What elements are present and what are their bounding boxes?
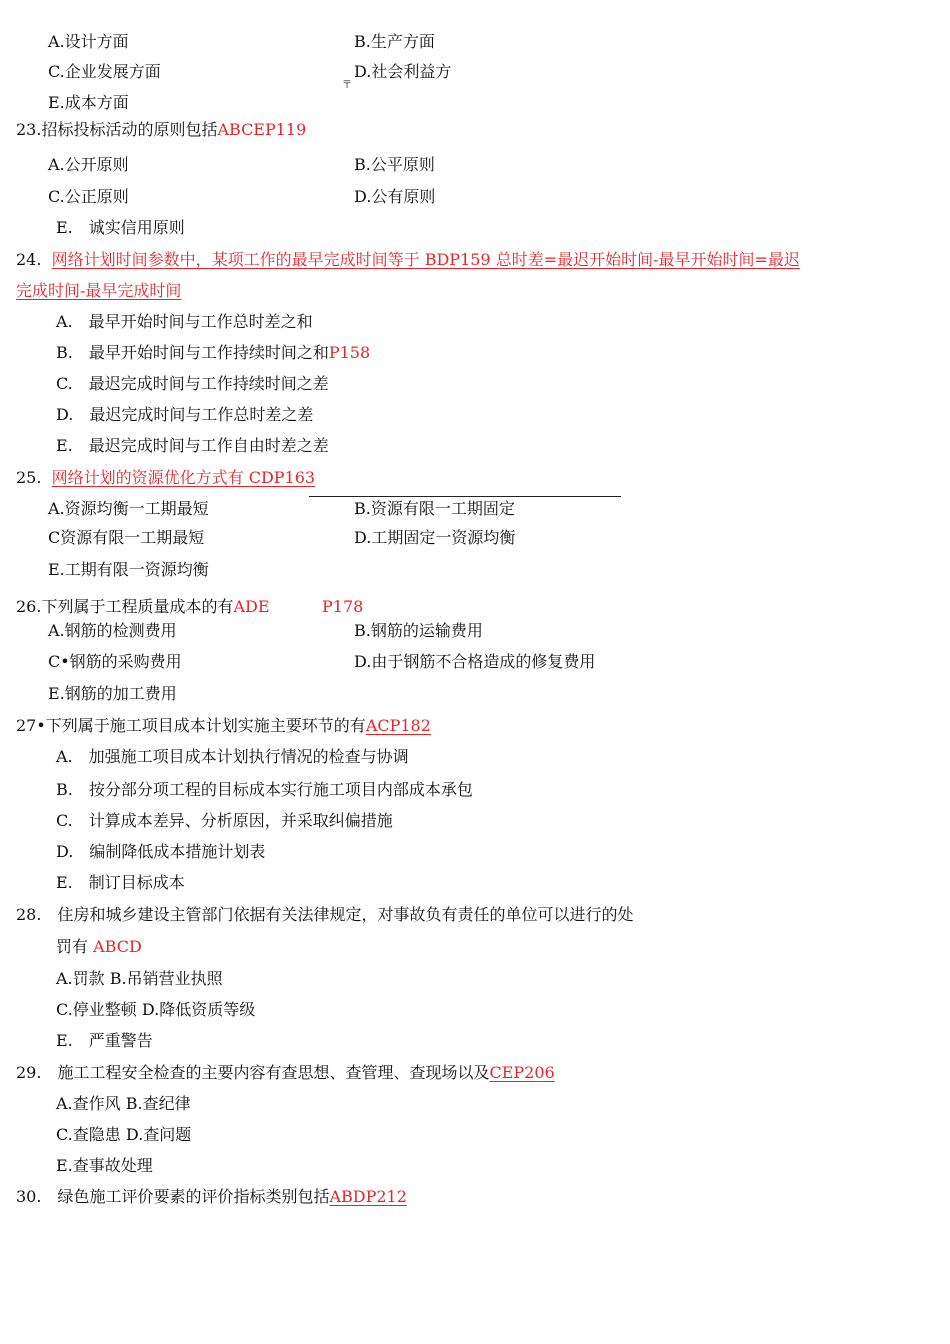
q22-option-d: D.社会利益方 <box>354 62 452 81</box>
q24-stem-line1 <box>16 250 800 270</box>
q28-stem-line1: 28. 住房和城乡建设主管部门依据有关法律规定，对事故负有责任的单位可以进行的处 <box>16 905 634 924</box>
q23-answer: ABCEP119 <box>217 120 307 139</box>
q25-option-d: D.工期固定一资源均衡 <box>354 528 516 547</box>
q28-options-cd: C.停业整顿 D.降低资质等级 <box>56 1000 256 1019</box>
q24-stem-line2: 完成时间-最早完成时间 <box>16 281 182 300</box>
q24-option-b-page: P158 <box>328 343 371 362</box>
q27-option-b: B. 按分部分项工程的目标成本实行施工项目内部成本承包 <box>56 780 473 799</box>
q26-page: P178 <box>322 597 364 616</box>
q23-option-d: D.公有原则 <box>354 187 436 206</box>
q23-stem-text: 23.招标投标活动的原则包括 <box>16 120 218 139</box>
q22-option-e: E.成本方面 <box>48 93 129 112</box>
q29-stem-text: 29. 施工工程安全检查的主要内容有查思想、查管理、查现场以及 <box>16 1063 490 1082</box>
q28-stem-line2 <box>56 937 142 957</box>
q26-stem <box>16 597 270 617</box>
q28-answer: ABCD <box>93 937 142 956</box>
q24-option-a: A. 最早开始时间与工作总时差之和 <box>56 312 313 331</box>
q25-stem-text: 网络计划的资源优化方式有 CDP163 <box>51 468 316 487</box>
q27-stem-text: 27•下列属于施工项目成本计划实施主要环节的有 <box>16 716 366 735</box>
q26-option-b: B.钢筋的运输费用 <box>354 621 483 640</box>
q26-answer: ADE <box>233 597 270 616</box>
q27-option-d: D. 编制降低成本措施计划表 <box>56 842 266 861</box>
q26-option-a: A.钢筋的检测费用 <box>48 621 177 640</box>
q29-option-e: E.查事故处理 <box>56 1156 153 1175</box>
q23-option-a: A.公开原则 <box>48 155 129 174</box>
q23-option-e: E. 诚实信用原则 <box>56 218 185 237</box>
q27-option-e: E. 制订目标成本 <box>56 873 185 892</box>
q25-number: 25. <box>16 468 42 487</box>
q22-option-b: B.生产方面 <box>354 32 435 51</box>
q26-option-d: D.由于钢筋不合格造成的修复费用 <box>354 652 596 671</box>
q22-option-c: C.企业发展方面 <box>48 62 161 81</box>
q28-option-e: E. 严重警告 <box>56 1031 153 1050</box>
q23-option-b: B.公平原则 <box>354 155 435 174</box>
q24-number: 24. <box>16 250 42 269</box>
q29-answer: CEP206 <box>489 1063 555 1082</box>
q24-stem-text: 网络计划时间参数中，某项工作的最早完成时间等于 BDP159 总时差=最迟开始时间-最早开始时间=最迟 <box>51 250 800 269</box>
q25-option-e: E.工期有限一资源均衡 <box>48 560 209 579</box>
q27-stem <box>16 716 431 736</box>
q29-options-ab: A.查作风 B.查纪律 <box>56 1094 191 1113</box>
q30-stem <box>16 1187 407 1207</box>
q24-option-b <box>56 343 370 363</box>
divider-line <box>309 496 621 497</box>
q30-stem-text: 30. 绿色施工评价要素的评价指标类别包括 <box>16 1187 330 1206</box>
q24-option-d: D. 最迟完成时间与工作总时差之差 <box>56 405 314 424</box>
q22-option-a: A.设计方面 <box>48 32 129 51</box>
q27-option-a: A. 加强施工项目成本计划执行情况的检查与协调 <box>56 747 409 766</box>
q23-stem <box>16 120 306 140</box>
q29-options-cd: C.查隐患 D.查问题 <box>56 1125 192 1144</box>
q30-answer: ABDP212 <box>329 1187 407 1206</box>
q28-options-ab: A.罚款 B.吊销营业执照 <box>56 969 223 988</box>
q25-option-c: C资源有限一工期最短 <box>48 528 205 547</box>
q29-stem <box>16 1063 555 1083</box>
stray-mark: 〒 <box>342 80 352 91</box>
q27-option-c: C. 计算成本差异、分析原因，并采取纠偏措施 <box>56 811 393 830</box>
q24-option-e: E. 最迟完成时间与工作自由时差之差 <box>56 436 329 455</box>
q23-option-c: C.公正原则 <box>48 187 129 206</box>
q26-stem-text: 26.下列属于工程质量成本的有 <box>16 597 234 616</box>
q26-option-c: C•钢筋的采购费用 <box>48 652 182 671</box>
q24-option-c: C. 最迟完成时间与工作持续时间之差 <box>56 374 329 393</box>
q25-option-a: A.资源均衡一工期最短 <box>48 499 209 518</box>
q24-option-b-text: B. 最早开始时间与工作持续时间之和 <box>56 343 329 362</box>
q26-option-e: E.钢筋的加工费用 <box>48 684 177 703</box>
q25-stem <box>16 468 315 488</box>
q25-option-b: B.资源有限一工期固定 <box>354 499 515 518</box>
q27-answer: ACP182 <box>365 716 431 735</box>
q28-stem-text: 罚有 <box>56 937 89 956</box>
